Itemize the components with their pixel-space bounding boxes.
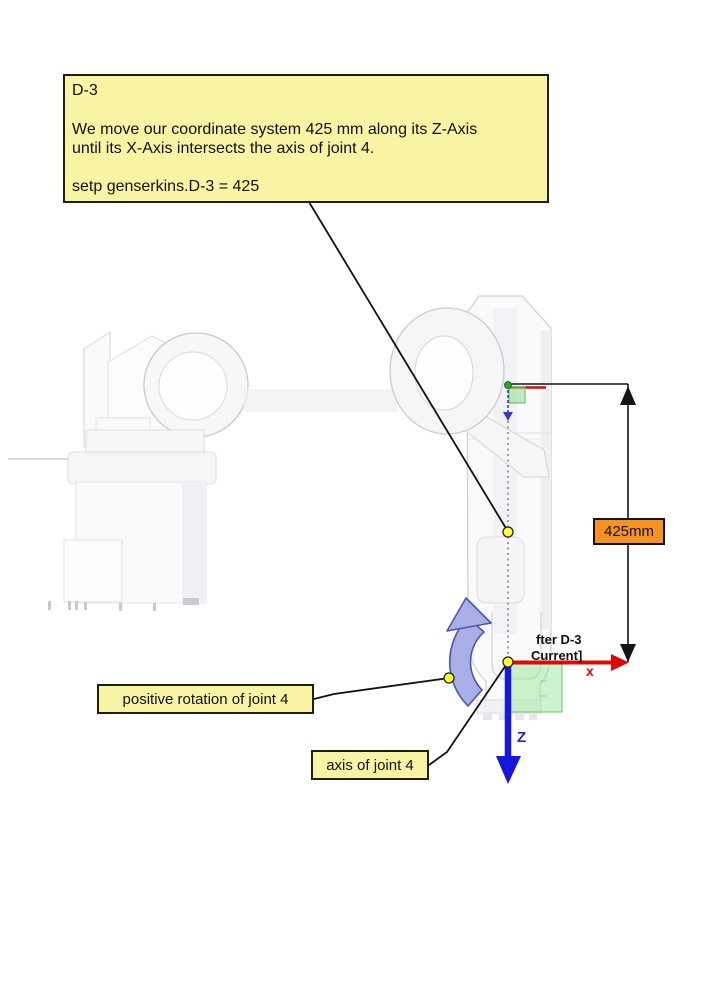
base-collar (68, 452, 216, 484)
d3-title: D-3 (72, 82, 98, 99)
x-axis-label: x (586, 663, 594, 679)
dimension-arrow-down-icon (620, 644, 636, 662)
rotation-point-dot (444, 673, 454, 683)
d3-description-line2: until its X-Axis intersects the axis of joint 4. (72, 140, 375, 157)
z-axis-arrow-icon (496, 756, 521, 784)
frame-after-marker (509, 664, 562, 712)
forearm-shade (541, 330, 551, 630)
base-panel (64, 540, 122, 602)
shoulder-joint-face (159, 352, 227, 420)
current-frame-label-line1: fter D-3 (536, 632, 582, 647)
current-frame-label-line2: Current] (531, 648, 583, 663)
upper-arm-link (244, 389, 398, 412)
frame-before-marker (509, 387, 525, 403)
origin-point-dot (503, 657, 513, 667)
frame-before-origin-dot (505, 382, 512, 389)
leader-rotation-label (314, 678, 449, 699)
d3-description-line1: We move our coordinate system 425 mm along its Z-Axis (72, 121, 478, 138)
dimension-value-box: 425mm (593, 518, 665, 545)
z-axis-label: Z (517, 729, 527, 746)
forearm-panel (477, 537, 524, 603)
d3-command: setp genserkins.D-3 = 425 (72, 178, 260, 195)
base-cylinder-shade (182, 483, 206, 602)
d3-callout-box (63, 74, 549, 203)
axis-of-joint-label: axis of joint 4 (311, 750, 429, 780)
positive-rotation-label: positive rotation of joint 4 (97, 684, 314, 714)
elbow-face (415, 336, 473, 410)
dimension-arrow-up-icon (620, 386, 636, 405)
axis-point-dot (503, 527, 513, 537)
robot-base (48, 332, 248, 611)
